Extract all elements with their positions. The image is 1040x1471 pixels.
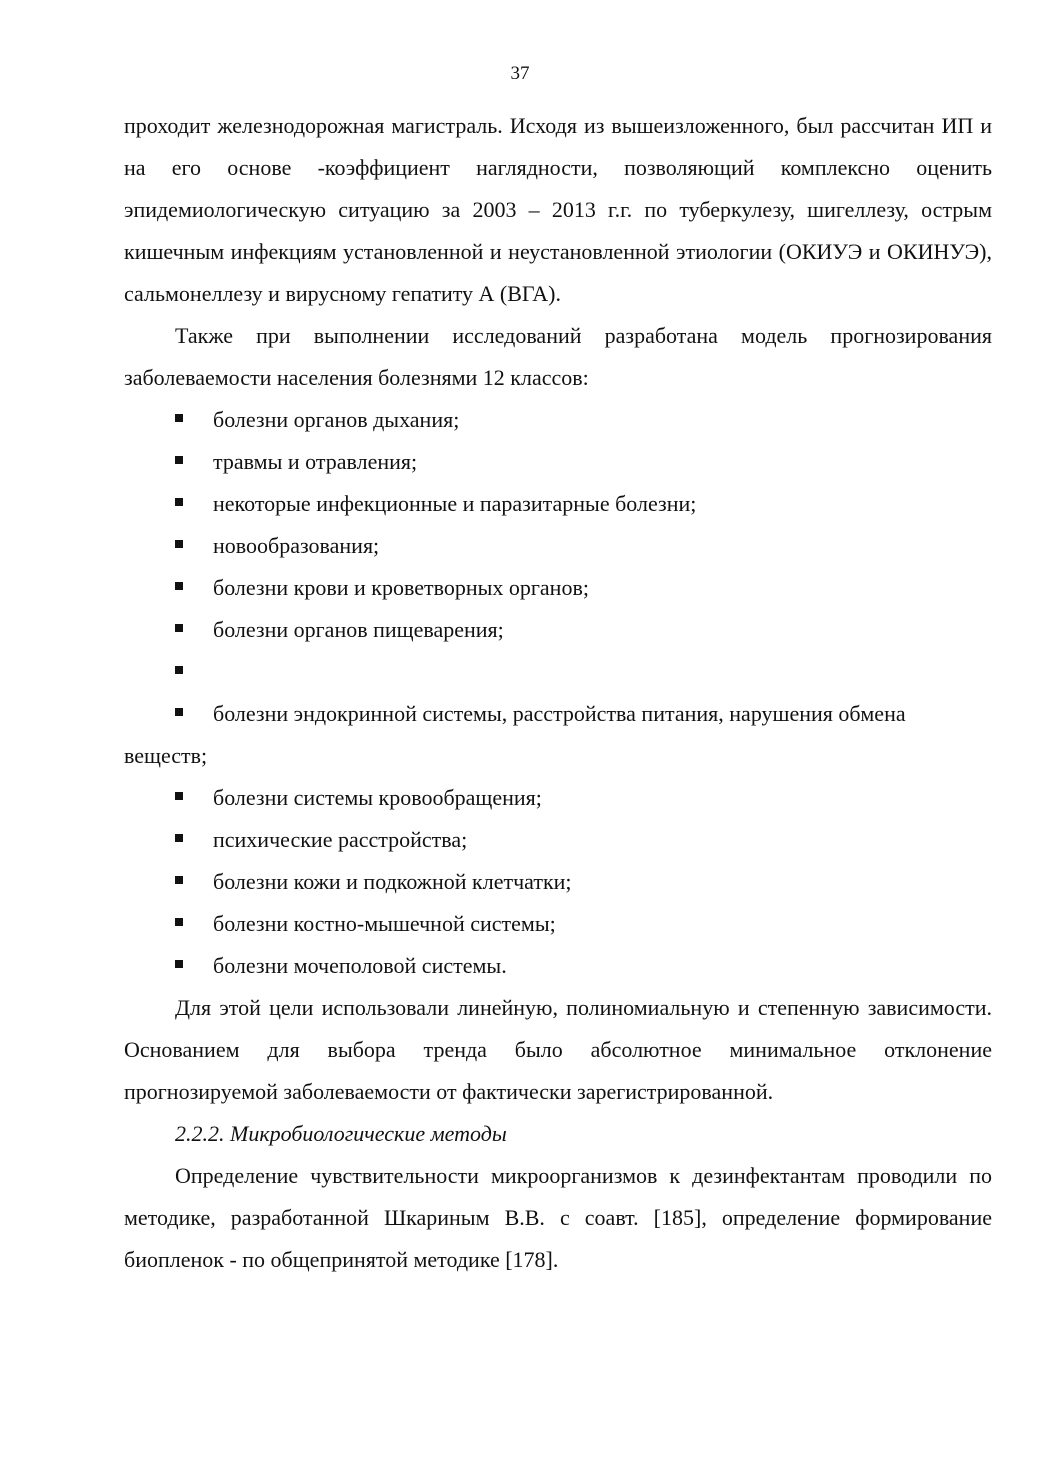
square-bullet-icon (175, 624, 183, 632)
list-item-text: болезни кожи и подкожной клетчатки; (213, 869, 572, 894)
list-item (124, 525, 992, 567)
list-item-text: болезни системы кровообращения; (213, 785, 542, 810)
square-bullet-icon (175, 456, 183, 464)
square-bullet-icon (175, 792, 183, 800)
square-bullet-icon (175, 918, 183, 926)
square-bullet-icon (175, 960, 183, 968)
list-item (124, 819, 992, 861)
paragraph-model: Также при выполнении исследований разработана модель прогнозирования заболеваемости населения болезнями 12 классов: (124, 323, 992, 390)
square-bullet-icon (175, 414, 183, 422)
list-item (124, 777, 992, 819)
square-bullet-icon (175, 666, 183, 674)
list-item (124, 903, 992, 945)
list-item (124, 567, 992, 609)
list-item (124, 441, 992, 483)
list-item (124, 483, 992, 525)
paragraph-trend: Для этой цели использовали линейную, полиномиальную и степенную зависимости. Основанием для выбора тренда было абсолютное минимальное отклонение прогнозируемой заболеваемости от фактически зарегистрированной. (124, 995, 992, 1104)
square-bullet-icon (175, 708, 183, 716)
page-content (124, 105, 992, 1281)
section-heading: 2.2.2. Микробиологические методы (175, 1121, 507, 1146)
list-item (124, 399, 992, 441)
list-item (124, 609, 992, 651)
disease-class-list (124, 399, 992, 987)
square-bullet-icon (175, 876, 183, 884)
list-item-empty (124, 651, 992, 693)
list-item-text: болезни органов дыхания; (213, 407, 460, 432)
list-item-text: болезни крови и кроветворных органов; (213, 575, 589, 600)
list-item-text: болезни эндокринной системы, расстройства питания, нарушения обмена веществ; (124, 701, 906, 768)
list-item-text: болезни мочеполовой системы. (213, 953, 507, 978)
square-bullet-icon (175, 582, 183, 590)
list-item (124, 945, 992, 987)
list-item-text: болезни органов пищеварения; (213, 617, 504, 642)
square-bullet-icon (175, 498, 183, 506)
page-number: 37 (510, 63, 530, 84)
paragraph-methods: Определение чувствительности микроорганизмов к дезинфектантам проводили по методике, разработанной Шкариным В.В. с соавт. [185], определение формирование биопленок - по общепринятой методике [178]. (124, 1163, 992, 1272)
list-item-text: психические расстройства; (213, 827, 468, 852)
square-bullet-icon (175, 540, 183, 548)
paragraph-intro: проходит железнодорожная магистраль. Исходя из вышеизложенного, был рассчитан ИП и на его основе -коэффициент наглядности, позволяющий комплексно оценить эпидемиологическую ситуацию за 2003 – 2013 г.г. по туберкулезу, шигеллезу, острым кишечным инфекциям установленной и неустановленной этиологии (ОКИУЭ и ОКИНУЭ), сальмонеллезу и вирусному гепатиту А (ВГА). (124, 113, 992, 306)
list-item-text: болезни костно-мышечной системы; (213, 911, 556, 936)
list-item-text: новообразования; (213, 533, 380, 558)
list-item (124, 861, 992, 903)
list-item-text: травмы и отравления; (213, 449, 418, 474)
square-bullet-icon (175, 834, 183, 842)
list-item (124, 693, 992, 777)
list-item-text: некоторые инфекционные и паразитарные болезни; (213, 491, 697, 516)
